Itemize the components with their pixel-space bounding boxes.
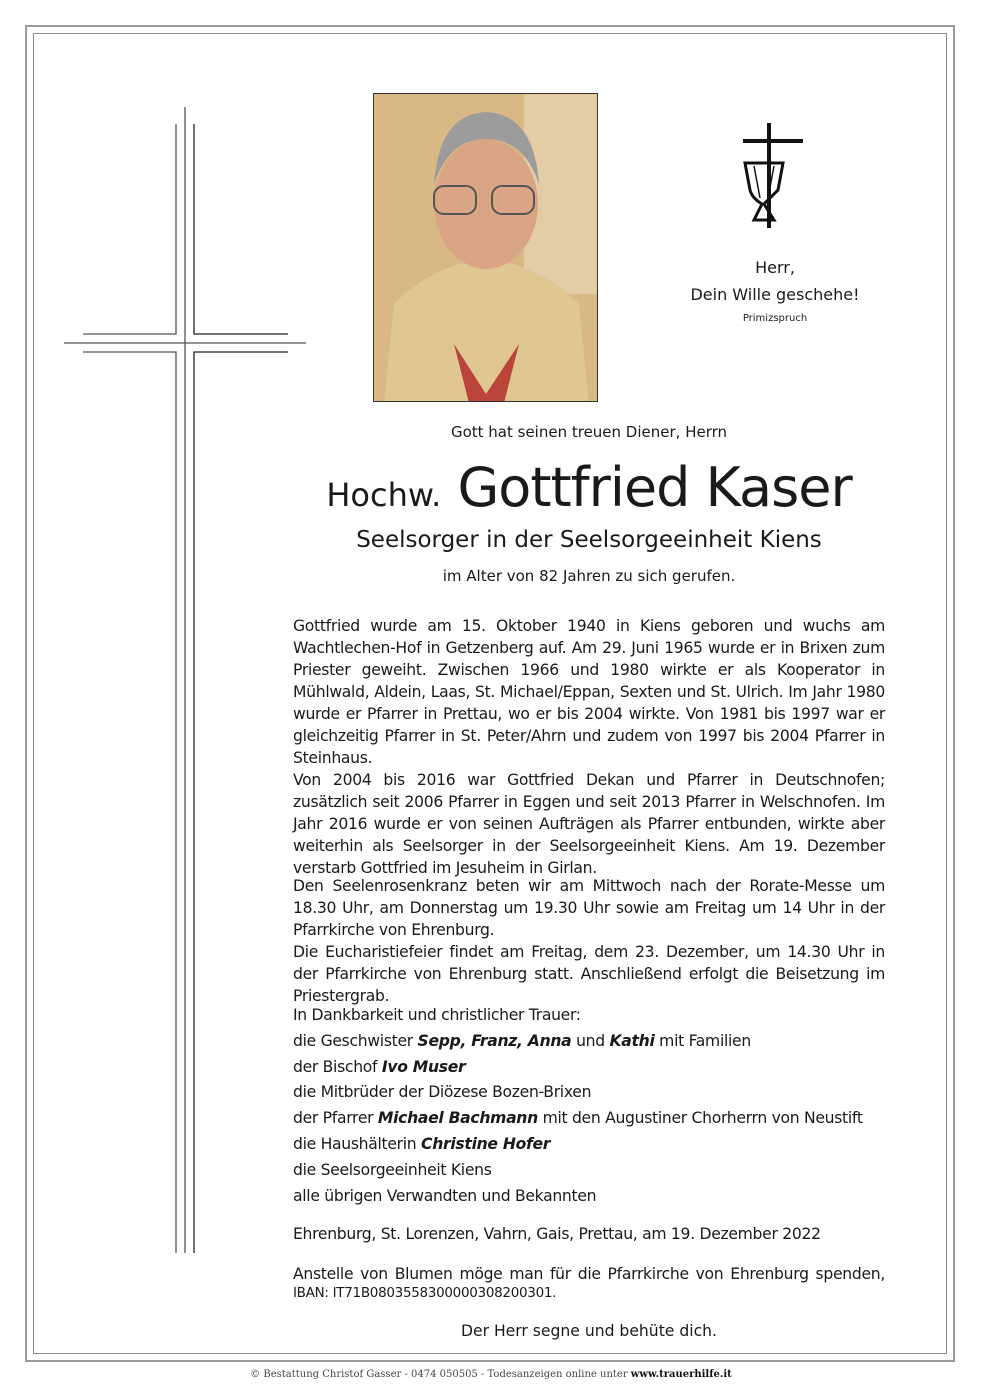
footer-text: © Bestattung Christof Gasser - 0474 050505 - Todesanzeigen online unter — [250, 1369, 631, 1380]
text: und — [571, 1031, 610, 1050]
mass-text: Die Eucharistiefeier findet am Freitag, dem 23. Dezember, um 14.30 Uhr in der Pfarrkirche von Ehrenburg statt. Anschließend erfolgt die Beisetzung im Priestergrab. — [293, 943, 885, 1005]
text: der Pfarrer — [293, 1109, 378, 1128]
services — [293, 875, 885, 1007]
motto-line-2: Dein Wille geschehe! — [690, 285, 860, 304]
name-text: Gottfried Kaser — [457, 456, 852, 519]
iban: IBAN: IT71B0803558300000308200301. — [293, 1285, 557, 1301]
mourner-siblings — [293, 1029, 885, 1055]
donation-text: Anstelle von Blumen möge man für die Pfarrkirche von Ehrenburg spenden, — [293, 1265, 885, 1283]
chalice-cross-icon — [738, 120, 808, 230]
mourner-parish-unit: die Seelsorgeeinheit Kiens — [293, 1160, 492, 1179]
motto-line-1: Herr, — [755, 258, 795, 277]
text: mit Familien — [654, 1031, 751, 1050]
mourner-pastor — [293, 1106, 885, 1132]
mourner-others: alle übrigen Verwandten und Bekannten — [293, 1186, 597, 1205]
biography-paragraph: Von 2004 bis 2016 war Gottfried Dekan und Pfarrer in Deutschnofen; zusätzlich seit 2006 Pfarrer in Eggen und seit 2013 Pfarrer in Welschnofen. Im Jahr 2016 wurde er von seinen Aufträgen als Pfarrer entbunden, wirkte aber weiterhin als Seelsorger in der Seelsorgeeinheit Kiens. Am 19. Dezember verstarb Gottfried im Jesuheim in Girlan. — [293, 771, 885, 877]
mourners-heading: In Dankbarkeit und christlicher Trauer: — [293, 1006, 581, 1024]
sibling-names: Sepp, Franz, Anna — [417, 1031, 572, 1050]
biography — [293, 615, 885, 879]
title-prefix: Hochw. — [326, 476, 442, 514]
text: der Bischof — [293, 1057, 382, 1076]
text: mit den Augustiner Chorherrn von Neustift — [537, 1109, 863, 1128]
mourner-bishop — [293, 1055, 885, 1081]
text: die Geschwister — [293, 1031, 418, 1050]
mourner-housekeeper — [293, 1132, 885, 1158]
mourners-list — [293, 1003, 885, 1209]
motto-caption: Primizspruch — [742, 313, 808, 324]
cross-icon — [0, 0, 320, 1270]
sibling-name: Kathi — [609, 1031, 655, 1050]
footer — [0, 1369, 982, 1380]
place-date: Ehrenburg, St. Lorenzen, Vahrn, Gais, Prettau, am 19. Dezember 2022 — [293, 1225, 821, 1243]
mourner-diocese: die Mitbrüder der Diözese Bozen-Brixen — [293, 1083, 592, 1102]
role-line: Seelsorger in der Seelsorgeeinheit Kiens — [356, 527, 822, 553]
footer-link[interactable]: www.trauerhilfe.it — [630, 1369, 732, 1380]
deceased-name — [290, 455, 888, 528]
intro-line: Gott hat seinen treuen Diener, Herrn — [450, 423, 728, 441]
pastor-name: Michael Bachmann — [377, 1109, 538, 1128]
portrait-figure — [374, 94, 598, 402]
age-line: im Alter von 82 Jahren zu sich gerufen. — [442, 567, 736, 585]
biography-paragraph: Gottfried wurde am 15. Oktober 1940 in Kiens geboren und wuchs am Wachtlechen-Hof in Getzenberg auf. Am 29. Juni 1965 wurde er in Brixen zum Priester geweiht. Zwischen 1966 und 1980 wirkte er als Kooperator in Mühlwald, Aldein, Laas, St. Michael/Eppan, Sexten und St. Ulrich. Im Jahr 1980 wurde er Pfarrer in Prettau, wo er bis 2004 wirkte. Von 1981 bis 1997 war er gleichzeitig Pfarrer in St. Peter/Ahrn und zudem von 1997 bis 2004 Pfarrer in Steinhaus. — [293, 617, 885, 767]
housekeeper-name: Christine Hofer — [421, 1134, 551, 1153]
rosary-text: Den Seelenrosenkranz beten wir am Mittwoch nach der Rorate-Messe um 18.30 Uhr, am Donnerstag um 19.30 Uhr sowie am Freitag um 14 Uhr in der Pfarrkirche von Ehrenburg. — [293, 877, 885, 939]
blessing: Der Herr segne und behüte dich. — [460, 1322, 718, 1340]
bishop-name: Ivo Muser — [381, 1057, 466, 1076]
portrait-photo — [373, 93, 598, 402]
text: die Haushälterin — [293, 1134, 422, 1153]
